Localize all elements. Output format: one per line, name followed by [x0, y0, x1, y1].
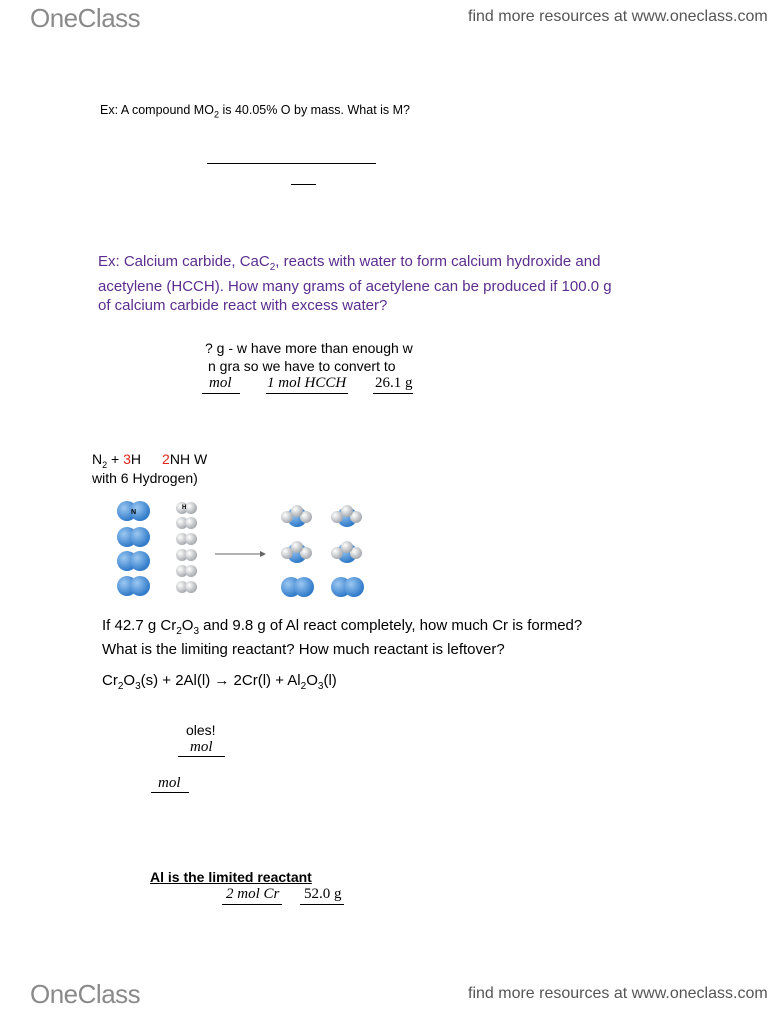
notes-2-mol-2: mol [158, 775, 181, 791]
notes-1-frac-hcch: 1 mol HCCH [267, 375, 347, 391]
footer-tagline[interactable]: find more resources at www.oneclass.com [468, 985, 768, 1002]
notes-2-line-4 [300, 904, 344, 905]
nh3-molecules [281, 505, 362, 563]
example-2-line1: Ex: Calcium carbide, CaC$_2$, reacts with water to form calcium hydroxide and [98, 253, 601, 273]
example-1-question [100, 103, 410, 120]
n2-label: N [131, 509, 137, 516]
example-1-prefix: Ex: A compound MO [100, 103, 214, 117]
n2-molecules [117, 501, 150, 596]
notes-1-frac-mol: mol [209, 375, 232, 391]
oneclass-logo-footer: OneClass [30, 979, 141, 1009]
n2-reaction-line2: with 6 Hydrogen) [92, 470, 198, 486]
leftover-n2 [281, 577, 364, 597]
fraction-line-short [291, 184, 316, 185]
fraction-line [207, 163, 376, 164]
notes-1-line2: n gra so we have to convert to [208, 358, 396, 374]
header-tagline[interactable]: find more resources at www.oneclass.com [468, 8, 768, 25]
h2-label: H [182, 505, 187, 511]
example-1-sub: 2 [213, 109, 219, 120]
problem-3-question [102, 617, 582, 659]
problem-3-equation: $Cr_2O_3(s) + 2Al(l) \to 2Cr(l) + Al_2O_3(l)$ [102, 672, 337, 692]
notes-2-line-2 [151, 792, 189, 793]
notes-2-oles: oles! [186, 722, 216, 738]
example-2-line3: of calcium carbide react with excess water? [98, 297, 388, 314]
problem-3-line2: What is the limiting reactant? How much reactant is leftover? [102, 641, 505, 658]
notes-1-line-b [266, 393, 348, 394]
h2-molecules [176, 502, 197, 593]
notes-2-line-3 [222, 904, 282, 905]
notes-2-frac-grams: 52.0 g [304, 886, 342, 902]
problem-3-line1: If 42.7 g $Cr_2O_3$ and 9.8 g of Al react completely, how much Cr is formed? [102, 617, 583, 637]
notes-1-line1: ? g - w have more than enough w [205, 340, 413, 356]
arrow-head [260, 551, 266, 557]
notes-2-line-1 [178, 756, 225, 757]
oneclass-logo: OneClass [30, 3, 141, 33]
example-1-suffix: is 40.05% O by mass. What is M? [218, 103, 411, 117]
n2-reaction-line: $N_2 + 3H$ 2NH W [92, 451, 208, 470]
notes-2-frac-cr: 2 mol Cr [226, 886, 280, 902]
notes-1-frac-grams: 26.1 g [375, 375, 413, 391]
example-2-line2: acetylene (HCCH). How many grams of acetylene can be produced if 100.0 g [98, 278, 612, 295]
notes-2-mol-1: mol [190, 739, 213, 755]
molecule-diagram [110, 495, 380, 605]
limiting-reactant-conclusion: Al is the limited reactant [150, 869, 312, 885]
notes-1-line-a [202, 393, 240, 394]
example-2-question [98, 252, 612, 315]
notes-1-line-c [373, 393, 413, 394]
